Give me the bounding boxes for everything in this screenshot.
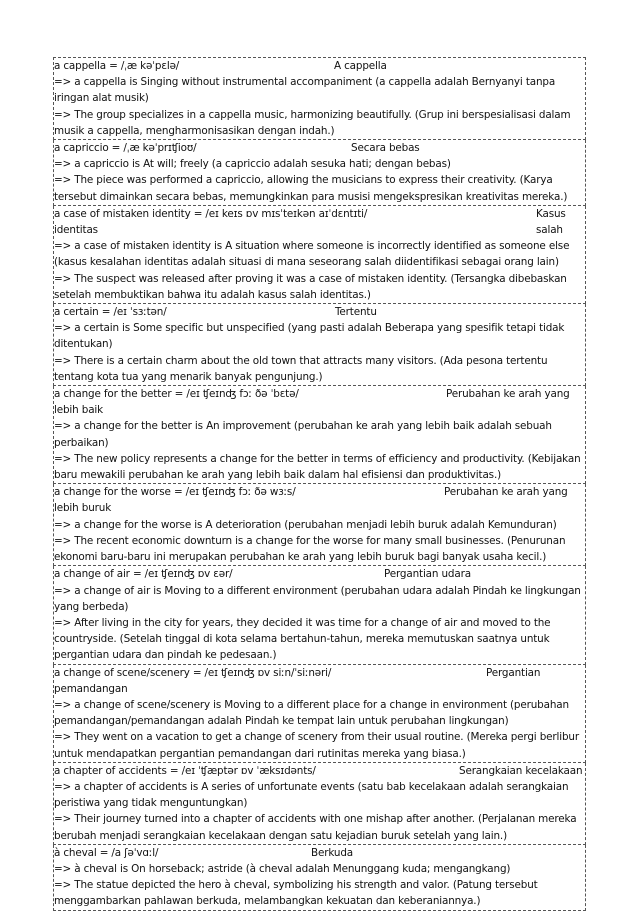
entry-term: a case of mistaken identity = /eɪ keɪs ɒv mɪsˈteɪkən aɪˈdɛntɪti/	[54, 207, 368, 220]
entry-translation: Pergantian	[486, 666, 541, 679]
entry-head	[54, 763, 585, 779]
entry-term: a certain = /eɪ ˈsɜːtən/	[54, 306, 167, 319]
entry-term: à cheval = /a ʃəˈvɑːl/	[54, 846, 159, 859]
entry-term: a change for the worse = /eɪ ʧeɪnʤ fɔː ðə wɜːs/	[54, 486, 296, 499]
entry-definition: => a certain is Some specific but unspecified (yang pasti adalah Beberapa yang spesifik tetapi tidak ditentukan)	[54, 322, 565, 351]
entry-definition: => a change for the worse is A deterioration (perubahan menjadi lebih buruk adalah Kemunduran)	[54, 518, 557, 531]
entry-definition: => a chapter of accidents is A series of unfortunate events (satu bab kecelakaan adalah serangkaian peristiwa yang tidak menguntungkan)	[54, 780, 569, 810]
vocab-entry	[53, 566, 586, 664]
entry-head	[54, 566, 585, 582]
entry-example: => Their journey turned into a chapter of accidents with one mishap after another. (Perjalanan mereka berubah menjadi serangkaian kecelakaan dengan satu kejadian buruk setelah yang lain.)	[54, 813, 577, 842]
entry-translation: Pergantian udara	[384, 568, 471, 581]
entry-term: a capriccio = /ˌæ kəˈprɪʧioʊ/	[54, 142, 197, 155]
entry-translation-continued: lebih buruk	[54, 502, 112, 515]
entry-example: => There is a certain charm about the old town that attracts many visitors. (Ada pesona tertentu tentang kota tua yang menarik banyak pengunjung.)	[54, 354, 548, 383]
entry-translation: Tertentu	[335, 306, 377, 319]
entry-term: a change for the better = /eɪ ʧeɪnʤ fɔː ðə ˈbɛtə/	[54, 388, 299, 401]
entry-definition: => a cappella is Singing without instrumental accompaniment (a cappella adalah Bernyanyi tanpa iringan alat musik)	[54, 76, 556, 105]
entry-example: => The recent economic downturn is a change for the worse for many small businesses. (Penurunan ekonomi baru-baru ini merupakan perubahan ke arah yang lebih buruk bagi banyak usaha kecil.)	[54, 534, 566, 564]
vocab-entry	[53, 484, 586, 566]
entry-translation: Serangkaian kecelakaan	[459, 764, 583, 777]
vocab-entry	[53, 386, 586, 484]
entry-example: => After living in the city for years, they decided it was time for a change of air and moved to the countryside. (Setelah tinggal di kota selama bertahun-tahun, mereka memutuskan saatnya untuk pergantian udara dan pindah ke pedesaan.)	[54, 616, 551, 662]
entry-head	[54, 58, 585, 74]
entry-example: => They went on a vacation to get a change of scenery from their usual routine. (Mereka pergi berlibur untuk mendapatkan pergantian pemandangan dari rutinitas mereka yang biasa.)	[54, 731, 579, 760]
vocab-entry	[53, 763, 586, 845]
entry-head	[54, 140, 585, 156]
entry-translation: A cappella	[334, 60, 387, 72]
entry-example: => The statue depicted the hero à cheval, symbolizing his strength and valor. (Patung tersebut menggambarkan pahlawan berkuda, melambangkan kekuatan dan keberaniannya.)	[54, 879, 538, 908]
entry-head	[54, 484, 585, 500]
entry-example: => The new policy represents a change for the better in terms of efficiency and productivity. (Kebijakan baru mewakili perubahan ke arah yang lebih baik dalam hal efisiensi dan produktivitas.)	[54, 452, 581, 482]
entry-definition: => a change for the better is An improvement (perubahan ke arah yang lebih baik adalah sebuah perbaikan)	[54, 420, 552, 449]
vocab-entry	[53, 140, 586, 206]
vocab-entry	[53, 206, 586, 304]
entry-term: a change of air = /eɪ ʧeɪnʤ ɒv ɛər/	[54, 568, 233, 581]
entry-head	[54, 386, 585, 402]
entry-term: a cappella = /ˌæ kəˈpɛlə/	[54, 60, 180, 72]
entry-example: => The suspect was released after proving it was a case of mistaken identity. (Tersangka dibebaskan setelah membuktikan bahwa itu adalah kasus salah identitas.)	[54, 272, 567, 301]
entry-head	[54, 845, 585, 861]
vocab-entry	[53, 304, 586, 386]
entry-definition: => à cheval is On horseback; astride (à cheval adalah Menunggang kuda; mengangkang)	[54, 862, 511, 875]
vocab-entry	[53, 665, 586, 763]
vocabulary-list	[53, 57, 586, 911]
entry-definition: => a change of air is Moving to a different environment (perubahan udara adalah Pindah ke lingkungan yang berbeda)	[54, 584, 581, 613]
entry-definition: => a case of mistaken identity is A situation where someone is incorrectly identified as someone else (kasus kesalahan identitas adalah situasi di mana seseorang salah diidentifikasi sebagai orang lain)	[54, 240, 570, 269]
entry-term: a chapter of accidents = /eɪ ˈʧæptər ɒv ˈæksɪdənts/	[54, 764, 316, 777]
entry-translation: Secara bebas	[351, 142, 420, 155]
entry-translation: Perubahan ke arah yang	[446, 388, 570, 401]
entry-translation-continued: identitas	[54, 224, 98, 237]
entry-translation-continued: lebih baik	[54, 404, 104, 417]
entry-head	[54, 304, 585, 320]
entry-example: => The piece was performed a capriccio, allowing the musicians to express their creativity. (Karya tersebut dimainkan secara bebas, memungkinkan para musisi mengekspresikan kreativitas mereka.)	[54, 174, 568, 203]
entry-term: a change of scene/scenery = /eɪ ʧeɪnʤ ɒv siːn/ˈsiːnəri/	[54, 666, 332, 679]
vocab-entry	[53, 845, 586, 911]
entry-head	[54, 665, 585, 681]
entry-translation: Berkuda	[311, 846, 353, 859]
entry-translation: Kasus salah	[536, 207, 566, 237]
vocab-entry	[53, 57, 586, 140]
entry-translation-continued: pemandangan	[54, 682, 128, 695]
entry-definition: => a capriccio is At will; freely (a capriccio adalah sesuka hati; dengan bebas)	[54, 158, 451, 171]
entry-definition: => a change of scene/scenery is Moving to a different place for a change in environment (perubahan pemandangan/pemandangan adalah Pindah ke tempat lain untuk perubahan lingkungan)	[54, 698, 569, 728]
entry-translation: Perubahan ke arah yang	[444, 486, 568, 499]
entry-example: => The group specializes in a cappella music, harmonizing beautifully. (Grup ini berspesialisasi dalam musik a cappella, mengharmonisasikan dengan indah.)	[54, 108, 571, 137]
